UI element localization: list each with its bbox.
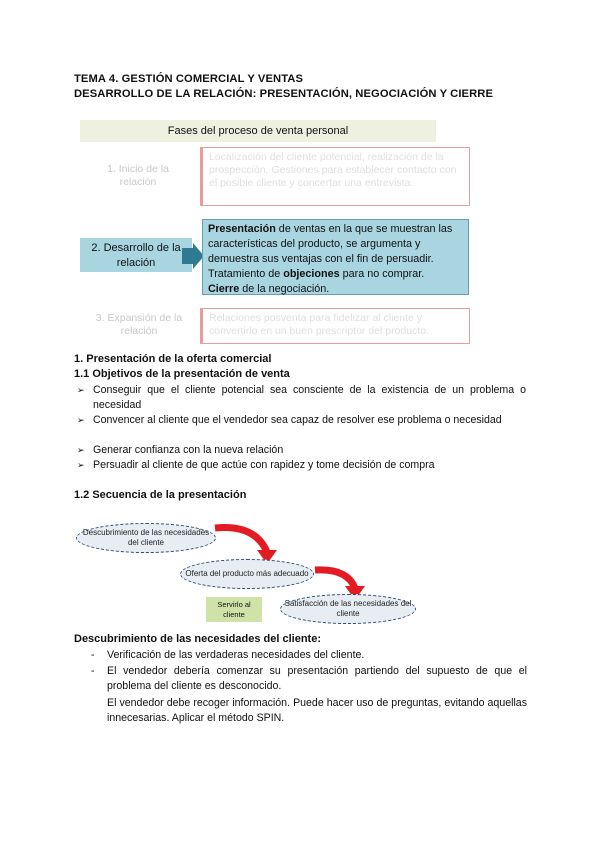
doc-title: TEMA 4. GESTIÓN COMERCIAL Y VENTAS <box>74 73 304 85</box>
objective-item: ➢ Conseguir que el cliente potencial sea consciente de la existencia de un problema o necesidad <box>77 384 526 411</box>
phase2-text-2: para no comprar. <box>339 268 425 280</box>
arrow-bullet-icon: ➢ <box>77 460 85 470</box>
objective-item: ➢ Generar confianza con la nueva relación <box>77 444 284 456</box>
phases-header: Fases del proceso de venta personal <box>80 120 436 142</box>
arrow-bullet-icon: ➢ <box>77 385 85 395</box>
phase3-label: 3. Expansión de la relación <box>95 312 183 337</box>
side-note: Servirlo al cliente <box>206 597 262 622</box>
phase3-description: Relaciones posventa para fidelizar al cliente y convertirlo en un buen prescriptor del producto. <box>203 308 470 344</box>
sequence-arrow-1 <box>215 528 267 553</box>
phase2-text-3: de la negociación. <box>239 283 330 295</box>
sequence-arrow-2 <box>315 570 355 588</box>
arrow-bullet-icon: ➢ <box>77 445 85 455</box>
phase2-bold-cierre: Cierre <box>208 283 240 295</box>
objective-item: ➢ Persuadir al cliente de que actúe con rapidez y tome decisión de compra <box>77 459 435 471</box>
needs-extra: El vendedor debe recoger información. Puede hacer uso de preguntas, evitando aquellas innecesarias. Aplicar el método SPIN. <box>107 697 527 724</box>
phase2-description <box>202 219 469 295</box>
sequence-step-3: Satisfacción de las necesidades del cliente <box>280 594 416 624</box>
phase1-description: Localización del cliente potencial, realización de la prospección. Gestiones para establecer contacto con el posible cliente y concertar una entrevista. <box>203 147 470 206</box>
dash-bullet: - <box>91 649 95 661</box>
phase2-bold-objeciones: objeciones <box>283 268 340 280</box>
arrow-bullet-icon: ➢ <box>77 415 85 425</box>
section1-subtitle: 1.1 Objetivos de la presentación de venta <box>74 368 290 380</box>
needs-item: - El vendedor debería comenzar su presentación partiendo del supuesto de que el problema del cliente es desconocido. <box>91 665 527 692</box>
phase2-arrow-icon <box>182 243 204 269</box>
phase2-bold-presentacion: Presentación <box>208 223 276 235</box>
section3-title: Descubrimiento de las necesidades del cliente: <box>74 633 321 645</box>
section2-title: 1.2 Secuencia de la presentación <box>74 489 247 501</box>
phase1-label: 1. Inicio de la relación <box>107 163 169 188</box>
sequence-step-1: Descubrimiento de las necesidades del cliente <box>76 523 216 553</box>
doc-subtitle: DESARROLLO DE LA RELACIÓN: PRESENTACIÓN, NEGOCIACIÓN Y CIERRE <box>74 88 494 100</box>
phase2-text-1: de ventas en la que se muestran las características del producto, se argumenta y demuestra sus ventajas con el fin de persuadir. Tratamiento de <box>208 223 453 280</box>
section1-title: 1. Presentación de la oferta comercial <box>74 353 272 365</box>
dash-bullet: - <box>91 665 95 677</box>
phase2-label: 2. Desarrollo de la relación <box>80 238 192 272</box>
needs-item: - Verificación de las verdaderas necesidades del cliente. <box>91 649 365 661</box>
objective-item: ➢ Convencer al cliente que el vendedor sea capaz de resolver ese problema o necesidad <box>77 414 502 426</box>
sequence-step-2: Oferta del producto más adecuado <box>180 559 314 589</box>
